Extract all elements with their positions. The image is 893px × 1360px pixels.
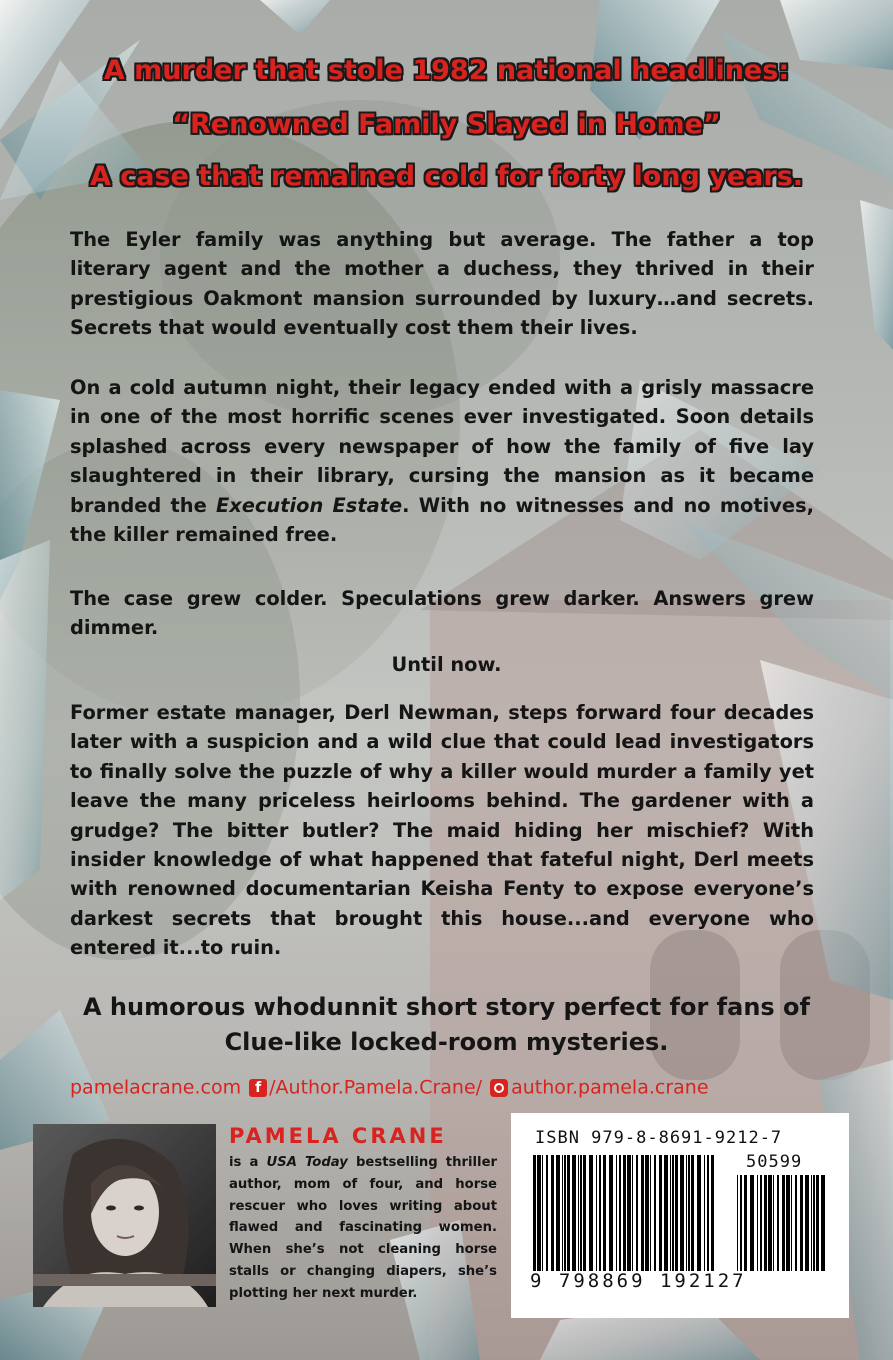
facebook-link[interactable]: /Author.Pamela.Crane/: [269, 1076, 483, 1099]
barcode-bar: [564, 1155, 566, 1271]
barcode-bar: [675, 1155, 678, 1271]
ean-digits: 9 798869 192127: [530, 1270, 747, 1292]
barcode-bar: [813, 1175, 815, 1271]
tagline-line-1: A humorous whodunnit short story perfect for fans of: [83, 993, 810, 1021]
barcode-bar: [636, 1155, 638, 1271]
bio-start: is a: [229, 1155, 267, 1170]
barcode-bar: [786, 1175, 790, 1271]
instagram-icon: [490, 1079, 508, 1097]
barcode-bar: [603, 1155, 606, 1271]
barcode-bar: [768, 1175, 772, 1271]
barcode-bar: [777, 1175, 779, 1271]
price-code: 50599: [746, 1152, 803, 1172]
barcode-bar: [596, 1155, 597, 1271]
barcode-bar: [583, 1155, 586, 1271]
barcode-bar: [737, 1175, 738, 1271]
barcode-bar: [704, 1155, 705, 1271]
barcode-bar: [664, 1155, 668, 1271]
blurb-paragraph-3: The case grew colder. Speculations grew darker. Answers grew dimmer.: [70, 587, 814, 640]
barcode-bar: [740, 1175, 742, 1271]
barcode-bar: [795, 1175, 797, 1271]
barcode-bar: [580, 1155, 582, 1271]
bio-end: bestselling thriller author, mom of four, and horse rescuer who loves writing about flawed and fascinating women. When she’s not cleaning horse stalls or changing diapers, she’s plotting her next murder.: [229, 1155, 498, 1301]
barcode-bar: [691, 1155, 694, 1271]
execution-estate-title: Execution Estate: [216, 493, 403, 517]
barcode-bar: [805, 1175, 809, 1271]
blurb-paragraph-2: [70, 373, 814, 549]
barcode-bar: [711, 1155, 714, 1271]
barcode-bar: [546, 1155, 548, 1271]
barcode-bar: [816, 1175, 819, 1271]
barcode-bar: [589, 1155, 593, 1271]
barcode-bar: [619, 1155, 621, 1271]
barcode-bar: [670, 1155, 671, 1271]
barcode-bar: [757, 1175, 758, 1271]
author-name: PAMELA CRANE: [229, 1124, 447, 1148]
barcode-bar: [707, 1155, 709, 1271]
barcode-bar: [659, 1155, 662, 1271]
barcode-bar: [645, 1155, 649, 1271]
blurb-paragraph-4: Former estate manager, Derl Newman, steps forward four decades later with a suspicion and a wild clue that could lead investigators to finally solve the puzzle of why a killer would murder a family yet leave the many priceless heirlooms behind. The gardener with a grudge? The bitter butler? The maid hiding her mischief? With insider knowledge of what happened that fateful night, Derl meets with renowned documentarian Keisha Fenty to expose everyone’s darkest secrets that brought this house...and everyone who entered it...to ruin.: [70, 701, 814, 960]
usa-today: USA Today: [266, 1155, 348, 1170]
author-photo: [33, 1124, 216, 1307]
headline-line-1: A murder that stole 1982 national headlines:: [103, 55, 790, 86]
barcode-bar: [572, 1155, 576, 1271]
barcode-bar: [697, 1155, 701, 1271]
barcode-bar: [542, 1155, 543, 1271]
barcode-bar: [750, 1175, 754, 1271]
barcode-bar: [782, 1175, 785, 1271]
barcode-bar: [567, 1155, 570, 1271]
barcode-bar: [650, 1155, 651, 1271]
barcode-bar: [672, 1155, 674, 1271]
barcode-bar: [764, 1175, 767, 1271]
barcode-bar: [551, 1155, 554, 1271]
barcode-bar: [680, 1155, 684, 1271]
barcode-bar: [623, 1155, 626, 1271]
blurb-p2-end: . With no witnesses and no motives, the killer remained free.: [70, 493, 814, 547]
barcode-bar: [688, 1155, 690, 1271]
isbn-label: ISBN 979-8-8691-9212-7: [535, 1128, 783, 1148]
barcode-bar: [609, 1155, 613, 1271]
barcode-bar: [686, 1155, 687, 1271]
barcode-bar: [811, 1175, 812, 1271]
instagram-link[interactable]: author.pamela.crane: [511, 1076, 709, 1099]
barcode-bar: [800, 1175, 803, 1271]
blurb-paragraph-1: The Eyler family was anything but average. The father a top literary agent and the mother a duchess, they thrived in their prestigious Oakmont mansion surrounded by luxury…and secrets. Secrets that would eventually cost them their lives.: [70, 228, 814, 340]
barcode-bar: [627, 1155, 631, 1271]
author-links: [70, 1076, 820, 1106]
author-bio: [229, 1152, 497, 1305]
barcode-bar: [632, 1155, 633, 1271]
headline-line-3: A case that remained cold for forty long years.: [89, 161, 804, 192]
barcode-bar: [821, 1175, 825, 1271]
barcode-bar: [641, 1155, 644, 1271]
headline-line-2: “Renowned Family Slayed in Home”: [172, 109, 721, 140]
barcode-bar: [791, 1175, 792, 1271]
tagline-line-2: Clue-like locked-room mysteries.: [224, 1028, 669, 1056]
facebook-icon: f: [249, 1079, 267, 1097]
barcode-bar: [654, 1155, 656, 1271]
blurb-p2-start: On a cold autumn night, their legacy ended with a grisly massacre in one of the most horrific scenes ever investigated. Soon details splashed across every newspaper of how the family of five lay slaughtered in their library, cursing the mansion as it became branded the: [70, 376, 814, 517]
barcode-bar: [773, 1175, 774, 1271]
barcode-bar: [760, 1175, 762, 1271]
barcode-bar: [744, 1175, 747, 1271]
barcode-bar: [578, 1155, 579, 1271]
website-link[interactable]: pamelacrane.com: [70, 1076, 242, 1099]
barcode-bar: [556, 1155, 560, 1271]
barcode-bar: [533, 1155, 536, 1271]
barcode-bar: [537, 1155, 541, 1271]
barcode-bar: [562, 1155, 563, 1271]
barcode-bar: [616, 1155, 617, 1271]
until-now: Until now.: [391, 653, 502, 676]
barcode-bar: [599, 1155, 601, 1271]
